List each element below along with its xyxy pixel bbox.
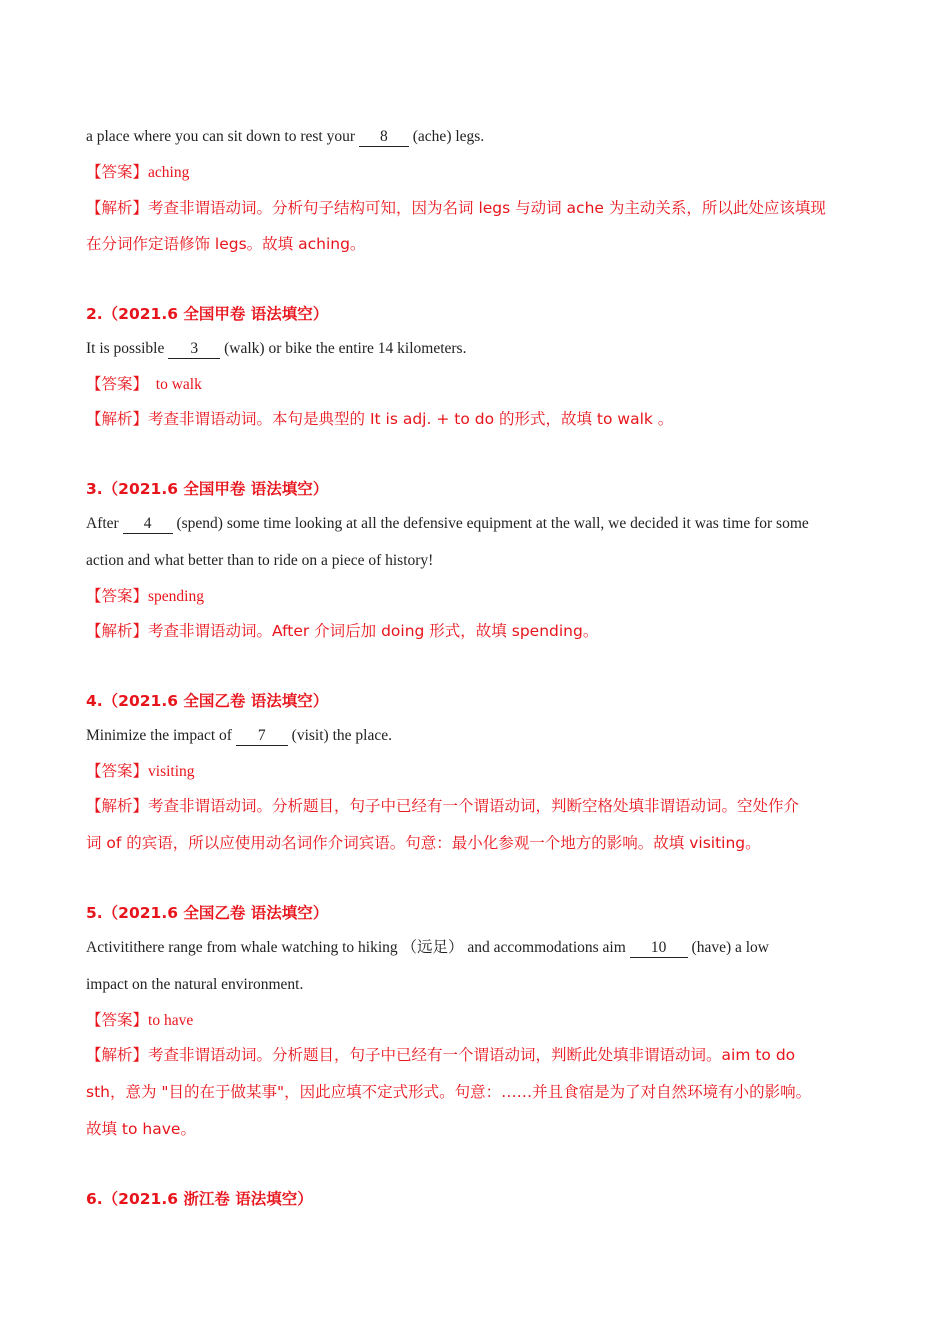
q5-analysis-line1 [86,1045,866,1066]
q1-sentence-before: a place where you can sit down to rest your [86,128,359,145]
q1-answer [86,162,866,183]
analysis-label: 【解析】 [86,797,149,815]
analysis-label: 【解析】 [86,199,149,217]
answer-text: spending [148,588,204,605]
q3-sentence [86,514,866,534]
answer-text: to walk [148,376,202,393]
answer-label: 【答案】 [86,1011,149,1029]
q3-analysis [86,621,866,642]
q2-answer [86,374,866,395]
q2-blank: 3 [168,340,220,359]
q4-analysis-line1 [86,796,866,817]
q3-blank: 4 [123,515,173,534]
q5-sentence-after: (have) a low [687,939,769,956]
q2-sentence [86,339,866,359]
q1-sentence [86,127,866,147]
answer-label: 【答案】 [86,587,149,605]
q3-sentence-after: (spend) some time looking at all the defensive equipment at the wall, we decided it was time for some [172,515,809,532]
analysis-label: 【解析】 [86,622,149,640]
q4-blank: 7 [236,727,288,746]
q4-answer [86,761,866,782]
q1-blank: 8 [359,128,409,147]
analysis-text: 考查非谓语动词。分析句子结构可知，因为名词 legs 与动词 ache 为主动关系，所以此处应该填现 [148,199,826,217]
answer-label: 【答案】 [86,762,149,780]
q5-sentence-line2: impact on the natural environment. [86,976,304,993]
answer-text: to have [148,1012,194,1029]
q5-sentence [86,938,866,958]
analysis-text: 考查非谓语动词。本句是典型的 It is adj. + to do 的形式，故填 to walk 。 [148,410,674,428]
answer-label: 【答案】 [86,163,149,181]
q5-heading: 5.（2021.6 全国乙卷 语法填空） [86,904,329,922]
answer-text: aching [148,164,190,181]
q2-sentence-after: (walk) or bike the entire 14 kilometers. [220,340,467,357]
q2-heading: 2.（2021.6 全国甲卷 语法填空） [86,305,329,323]
q1-analysis-line2: 在分词作定语修饰 legs。故填 aching。 [86,235,366,253]
q2-sentence-before: It is possible [86,340,169,357]
q4-sentence [86,726,866,746]
q1-analysis-line1 [86,198,866,219]
q4-heading: 4.（2021.6 全国乙卷 语法填空） [86,692,329,710]
q4-sentence-before: Minimize the impact of [86,727,236,744]
q3-sentence-line2: action and what better than to ride on a piece of history! [86,552,434,569]
analysis-label: 【解析】 [86,410,149,428]
q5-analysis-line3: 故填 to have。 [86,1120,196,1138]
q3-sentence-before: After [86,515,123,532]
q1-sentence-after: (ache) legs. [408,128,485,145]
q5-blank: 10 [630,939,688,958]
q3-answer [86,586,866,607]
q6-heading: 6.（2021.6 浙江卷 语法填空） [86,1190,313,1208]
analysis-label: 【解析】 [86,1046,149,1064]
analysis-text: 考查非谓语动词。分析题目，句子中已经有一个谓语动词，判断此处填非谓语动词。aim to do [148,1046,796,1064]
q5-answer [86,1010,866,1031]
q2-analysis [86,409,866,430]
q4-sentence-after: (visit) the place. [287,727,392,744]
answer-text: visiting [148,763,195,780]
q4-analysis-line2: 词 of 的宾语，所以应使用动名词作介词宾语。句意：最小化参观一个地方的影响。故填 visiting。 [86,834,761,852]
analysis-text: 考查非谓语动词。After 介词后加 doing 形式，故填 spending。 [148,622,599,640]
q5-sentence-before: Activitithere range from whale watching to hiking （远足） and accommodations aim [86,939,630,956]
analysis-text: 考查非谓语动词。分析题目，句子中已经有一个谓语动词，判断空格处填非谓语动词。空处作介 [148,797,800,815]
q5-analysis-line2: sth，意为 "目的在于做某事"，因此应填不定式形式。句意：……并且食宿是为了对自然环境有小的影响。 [86,1083,812,1101]
answer-label: 【答案】 [86,375,149,393]
q3-heading: 3.（2021.6 全国甲卷 语法填空） [86,480,329,498]
